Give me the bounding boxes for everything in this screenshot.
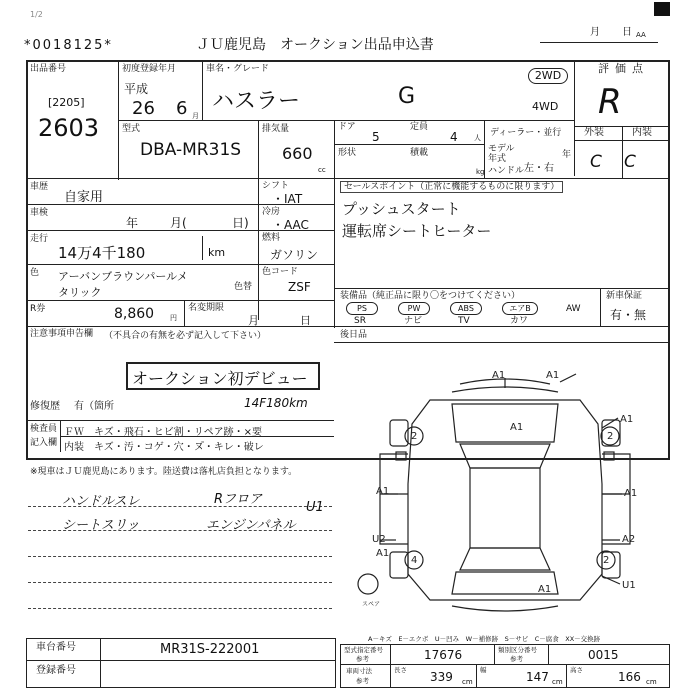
displacement-value: 660 <box>282 144 313 163</box>
displacement-label: 排気量 <box>262 124 290 134</box>
month-label: 月 <box>590 27 600 38</box>
lot-code: [2205] <box>48 96 85 109</box>
mark-a1-front: A1 <box>492 370 506 381</box>
equip-ps: PS <box>346 302 378 315</box>
width-value: 147 <box>526 670 549 684</box>
selling-point-2: 運転席シートヒーター <box>342 222 492 240</box>
lot-number: 2603 <box>38 114 100 142</box>
mark-a1-front-right: A1 <box>546 370 560 381</box>
size-ref: 参考 <box>356 677 369 685</box>
doors-value: 5 <box>372 130 380 144</box>
length-unit: cm <box>462 678 473 686</box>
exterior-label: 外装 <box>584 127 604 138</box>
inspector-line-2: 内装 キズ・汚・コゲ・穴・ヌ゚・キレ・破レ <box>64 442 264 453</box>
diagram-legend: A－キズ E－エクボ U－凹み W－補修跡 S－サビ C－腐食 XX－交換跡 <box>368 635 601 643</box>
after-label: 後日品 <box>340 330 368 340</box>
class-ref: 参考 <box>510 655 523 663</box>
aircon-value: ・AAC <box>272 218 309 232</box>
inspector-label-1: 検査員 <box>30 424 58 434</box>
recycle-value: 8,860 <box>114 306 155 322</box>
class-value: 0015 <box>588 648 619 662</box>
inspector-label-2: 記入欄 <box>30 438 58 448</box>
registration-label: 初度登録年月 <box>122 64 177 74</box>
note-left-1: ハンドルスレ <box>62 494 140 509</box>
equip-leather: カワ <box>510 316 529 326</box>
registration-era: 平成 <box>124 82 149 96</box>
car-name: ハスラー <box>212 89 301 114</box>
repair-value: 有（箇所 <box>74 401 114 412</box>
equip-airbag: エアB <box>502 302 538 315</box>
mileage-value: 14万4千180 <box>58 244 146 262</box>
interior-value: C <box>624 152 636 172</box>
mark-u1-right-rear: U1 <box>622 580 636 591</box>
form-title: ＪＵ鹿児島 オークション出品申込書 <box>196 37 434 53</box>
color-change-label: 色替 <box>234 282 253 292</box>
day-label: 日 <box>622 27 632 38</box>
model-year-label: モデル年式 <box>488 144 515 164</box>
stamp-top: 1/2 <box>30 10 43 19</box>
type-ref: 参考 <box>356 655 369 663</box>
usage-value: 自家用 <box>64 190 104 205</box>
selling-points-label: セールスポイント（正常に機能するものに限ります） <box>340 181 563 193</box>
registration-month-unit: 月 <box>192 112 199 120</box>
selling-point-1: プッシュスタート <box>342 200 461 218</box>
mark-a1-left-rear: A1 <box>376 548 390 559</box>
notes-sub: （不具合の有無を必ず記入して下さい） <box>104 331 267 341</box>
fuel-value: ガソリン <box>270 248 319 262</box>
lot-label: 出品番号 <box>30 64 67 74</box>
mark-a2-right-rear: A2 <box>622 534 636 545</box>
dealer-label: ディーラー・並行 <box>490 128 562 138</box>
inspection-year: 年 <box>126 216 139 230</box>
mark-a1-left-door: A1 <box>376 486 390 497</box>
note-left-2: シートスリッ <box>62 518 140 533</box>
equip-aw: AW <box>566 304 581 314</box>
shift-value: ・IAT <box>272 192 303 206</box>
type-label: 型式指定番号 <box>344 646 383 654</box>
length-label: 長さ <box>394 666 407 674</box>
color-value: アーバンブラウンパールメ <box>58 270 188 283</box>
loading-unit: kg <box>476 168 485 176</box>
class-label: 類別区分番号 <box>498 646 537 654</box>
usage-label: 車歴 <box>30 182 49 192</box>
drive-4wd: 4WD <box>532 100 559 113</box>
aircon-label: 冷房 <box>262 207 281 217</box>
mileage-unit: km <box>208 246 226 259</box>
car-label: 車名・グレード <box>206 64 270 74</box>
doors-label: ドア <box>338 122 356 132</box>
car-grade: G <box>398 84 416 109</box>
size-label: 車両寸法 <box>346 667 372 675</box>
day-suffix: AA <box>636 31 646 39</box>
handle-label: ハンドル <box>488 166 525 176</box>
note-right-mark: U1 <box>306 500 324 515</box>
notes-label: 注意事項申告欄 <box>30 329 94 339</box>
model-value: DBA-MR31S <box>140 140 242 160</box>
recycle-label: R券 <box>30 304 46 314</box>
capacity-unit: 人 <box>474 134 481 142</box>
mark-a1-right-door: A1 <box>624 488 638 499</box>
spare-label: スペア <box>362 601 381 608</box>
car-diagram <box>340 344 670 628</box>
fuel-label: 燃料 <box>262 233 281 243</box>
registration-month: 6 <box>176 98 188 119</box>
color-label: 色 <box>30 268 40 278</box>
color-value-line2: タリック <box>58 286 102 299</box>
type-value: 17676 <box>424 648 463 662</box>
chassis-label: 車台番号 <box>36 642 76 653</box>
name-change-label: 名変期限 <box>188 303 225 313</box>
repair-note: 14F180km <box>244 396 308 410</box>
inspection-day: 日) <box>232 216 249 230</box>
shape-label: 形状 <box>338 148 357 158</box>
disclaimer: ※現車はＪＵ鹿児島にあります。陸送費は落札店負担となります。 <box>30 467 298 477</box>
rating-score: R <box>598 82 622 122</box>
chassis-value: MR31S-222001 <box>160 642 260 657</box>
equip-tv: TV <box>458 316 470 326</box>
displacement-unit: cc <box>318 166 326 174</box>
repair-label: 修復歴 <box>30 401 60 412</box>
mark-a1-hood: A1 <box>510 422 524 433</box>
recycle-unit: 円 <box>170 314 177 322</box>
equip-navi: ナビ <box>404 316 423 326</box>
mark-2-rr: 2 <box>603 555 610 566</box>
rating-label: 評価点 <box>598 62 649 75</box>
mark-a1-right-front: A1 <box>620 414 634 425</box>
note-right-1: Rフロア <box>214 492 263 507</box>
mark-2-rl: 4 <box>411 555 418 566</box>
interior-label: 内装 <box>632 127 652 138</box>
new-car-value: 有・無 <box>610 308 647 322</box>
height-value: 166 <box>618 670 641 684</box>
capacity-label: 定員 <box>410 122 429 132</box>
model-year-unit: 年 <box>562 150 572 160</box>
new-car-label: 新車保証 <box>606 291 643 301</box>
width-label: 幅 <box>480 666 487 674</box>
width-unit: cm <box>552 678 563 686</box>
note-right-2: エンジンパネル <box>206 518 296 533</box>
mark-2-fr: 2 <box>607 431 614 442</box>
equip-pw: PW <box>398 302 430 315</box>
mark-a1-rear: A1 <box>538 584 552 595</box>
model-label: 型式 <box>122 124 141 134</box>
exterior-value: C <box>590 152 602 172</box>
debut-text: オークション初デビュー <box>132 369 308 388</box>
equipment-label: 装備品（純正品に限り〇をつけてください） <box>340 291 521 301</box>
color-code-value: ZSF <box>288 280 311 294</box>
equip-sr: SR <box>354 316 366 326</box>
loading-label: 積載 <box>410 148 429 158</box>
corner-block <box>654 2 670 16</box>
shift-label: シフト <box>262 181 290 191</box>
name-change-day: 日 <box>300 314 311 327</box>
mileage-label: 走行 <box>30 234 49 244</box>
serial-number: *0018125* <box>24 38 113 53</box>
capacity-value: 4 <box>450 130 458 144</box>
drive-2wd: 2WD <box>528 68 568 84</box>
name-change-month: 月 <box>248 314 259 327</box>
inspection-label: 車検 <box>30 208 49 218</box>
mark-2-fl: 2 <box>411 431 418 442</box>
equip-abs: ABS <box>450 302 482 315</box>
color-code-label: 色コード <box>262 267 299 277</box>
height-unit: cm <box>646 678 657 686</box>
registration-year: 26 <box>132 98 155 119</box>
inspector-line-1: ＦＷ キズ・飛石・ヒビ割・リペア跡・×要 <box>64 427 262 438</box>
mark-u2-left: U2 <box>372 534 386 545</box>
handle-value: 左・右 <box>524 163 554 174</box>
length-value: 339 <box>430 670 453 684</box>
height-label: 高さ <box>570 666 583 674</box>
inspection-month: 月( <box>170 216 187 230</box>
registration-no-label: 登録番号 <box>36 665 76 676</box>
